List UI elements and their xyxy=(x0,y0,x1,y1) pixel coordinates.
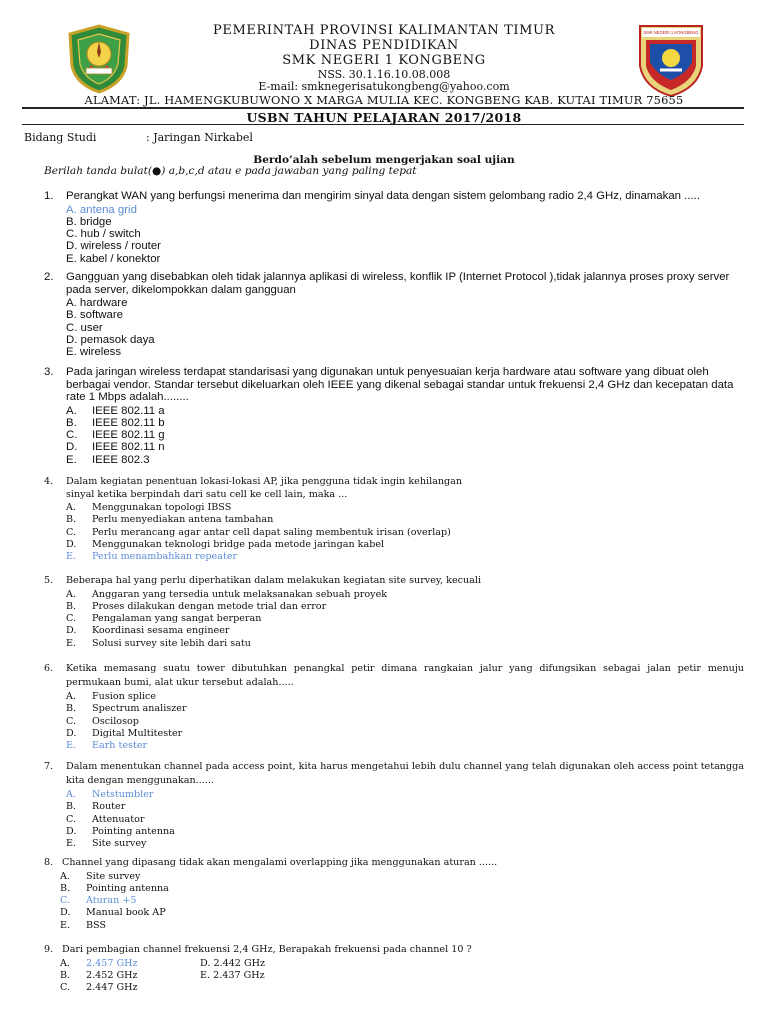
answer-option[interactable] xyxy=(66,405,744,417)
question-text: Beberapa hal yang perlu diperhatikan dalam melakukan kegiatan site survey, kecuali xyxy=(66,575,482,586)
answer-option[interactable] xyxy=(66,502,744,514)
answer-option[interactable]: C. hub / switch xyxy=(66,228,141,241)
answer-option[interactable] xyxy=(66,826,744,838)
option-letter: C. xyxy=(66,715,77,727)
question-number: 9. xyxy=(44,944,54,955)
answer-option[interactable] xyxy=(66,838,744,850)
answer-option[interactable]: A. hardware xyxy=(66,297,128,309)
option-text: Site survey xyxy=(92,838,147,850)
option-text: Menggunakan teknologi bridge pada metode jaringan kabel xyxy=(92,538,385,550)
question-3 xyxy=(44,366,744,466)
option-letter: D. xyxy=(66,538,77,550)
option-letter: D. xyxy=(66,825,77,837)
answer-option[interactable] xyxy=(66,454,744,466)
option-text: Digital Multitester xyxy=(92,727,183,739)
option-letter: A. xyxy=(60,957,70,969)
option-letter: A. xyxy=(66,691,76,702)
option-text: Spectrum analiszer xyxy=(92,703,187,715)
question-text: Dalam kegiatan penentuan lokasi-lokasi AP, jika pengguna tidak ingin kehilangan xyxy=(66,476,463,487)
option-text: Anggaran yang tersedia untuk melaksanakan sebuah proyek xyxy=(92,588,388,600)
question-6 xyxy=(44,662,744,752)
option-letter: C. xyxy=(66,813,77,825)
option-text: 2.447 GHz xyxy=(86,982,138,994)
question-text: Ketika memasang suatu tower dibutuhkan penangkal petir dimana rangkaian jalur yang difungsikan sebagai jalan petir menuju permukaan bumi, alat ukur tersebut adalah..... xyxy=(66,663,744,688)
option-letter: A. xyxy=(66,502,76,513)
question-text: sinyal ketika berpindah dari satu cell ke cell lain, maka ... xyxy=(66,488,348,500)
answer-option[interactable]: B. software xyxy=(66,309,123,322)
option-text: Netstumbler xyxy=(92,789,154,800)
question-number: 4. xyxy=(44,476,54,487)
answer-option[interactable] xyxy=(66,441,744,453)
question-5 xyxy=(44,575,744,650)
option-letter: C. xyxy=(60,895,71,907)
answer-option[interactable] xyxy=(66,527,744,539)
answer-option[interactable]: D. wireless / router xyxy=(66,240,161,253)
question-4 xyxy=(44,476,744,563)
answer-option[interactable] xyxy=(66,589,744,601)
prayer-line: Berdo’alah sebelum mengerjakan soal ujian xyxy=(253,154,515,166)
question-number: 3. xyxy=(44,366,54,378)
header-email: E-mail: smknegerisatukongbeng@yahoo.com xyxy=(258,80,510,93)
answer-option[interactable]: E. wireless xyxy=(66,346,122,359)
option-text: IEEE 802.11 b xyxy=(92,416,165,429)
question-1 xyxy=(44,190,744,265)
option-letter: B. xyxy=(60,969,71,981)
option-letter: D. xyxy=(66,625,77,637)
question-2 xyxy=(44,271,744,358)
option-text: BSS xyxy=(86,919,107,931)
option-text: Perlu menyediakan antena tambahan xyxy=(92,514,274,526)
answer-option[interactable] xyxy=(60,970,200,982)
option-text: Router xyxy=(92,801,126,813)
answer-option[interactable] xyxy=(66,625,744,637)
option-letter: D. xyxy=(66,727,77,739)
answer-option[interactable]: D. 2.442 GHz xyxy=(200,957,266,969)
option-letter: B. xyxy=(66,801,77,813)
option-text: Perlu menambahkan repeater xyxy=(92,551,238,563)
question-number: 6. xyxy=(44,663,54,674)
header-rule-thin xyxy=(22,124,744,125)
filled-circle-icon: ● xyxy=(151,165,162,177)
option-text: Oscilosop xyxy=(92,715,139,727)
answer-option[interactable]: C. user xyxy=(66,321,103,334)
answer-option[interactable] xyxy=(66,740,744,752)
answer-option[interactable] xyxy=(60,871,744,883)
option-letter: D. xyxy=(60,907,71,919)
option-letter: B. xyxy=(66,514,77,526)
option-letter: C. xyxy=(66,429,78,442)
option-text: Earh tester xyxy=(92,740,148,752)
header-address: ALAMAT: JL. HAMENGKUBUWONO X MARGA MULIA KEC. KONGBENG KAB. KUTAI TIMUR 75655 xyxy=(84,93,684,107)
header-rule-thick xyxy=(22,107,744,109)
option-text: Fusion splice xyxy=(92,691,157,702)
answer-option[interactable]: E. kabel / konektor xyxy=(66,252,161,265)
question-number: 5. xyxy=(44,575,54,586)
answer-option[interactable] xyxy=(66,601,744,613)
instruction-line xyxy=(44,165,417,177)
answer-option[interactable] xyxy=(66,417,744,429)
answer-option[interactable] xyxy=(66,613,744,625)
option-letter: B. xyxy=(66,703,77,715)
option-text: 2.457 GHz xyxy=(86,957,138,969)
answer-option[interactable] xyxy=(60,920,744,932)
option-text: Site survey xyxy=(86,870,141,882)
option-text: Pengalaman yang sangat berperan xyxy=(92,613,262,625)
answer-option[interactable]: B. bridge xyxy=(66,215,112,228)
answer-option[interactable] xyxy=(60,958,200,970)
option-letter: B. xyxy=(60,882,71,894)
option-text: Proses dilakukan dengan metode trial dan error xyxy=(92,600,327,612)
option-text: Solusi survey site lebih dari satu xyxy=(92,637,251,649)
option-text: IEEE 802.11 a xyxy=(92,404,165,417)
option-letter: A. xyxy=(66,588,76,600)
answer-option-row xyxy=(60,970,744,982)
question-text: Perangkat WAN yang berfungsi menerima dan mengirim sinyal data dengan sistem gelombang radio 2,4 GHz, dinamakan ..... xyxy=(66,190,700,202)
subject-label: Bidang Studi xyxy=(24,131,97,144)
question-text: Dalam menentukan channel pada access point, kita harus mengetahui lebih dulu channel yang telah digunakan oleh access point tetangga kita dengan menggunakan...... xyxy=(66,761,744,786)
answer-option[interactable]: A. antena grid xyxy=(66,203,137,216)
option-text: IEEE 802.11 g xyxy=(92,429,165,442)
option-letter: D. xyxy=(66,441,78,454)
option-letter: E. xyxy=(66,838,77,850)
option-letter: B. xyxy=(66,416,77,429)
option-text: Perlu merancang agar antar cell dapat saling membentuk irisan (overlap) xyxy=(92,526,451,538)
question-text: Dari pembagian channel frekuensi 2,4 GHz, Berapakah frekuensi pada channel 10 ? xyxy=(62,944,472,955)
option-letter: C. xyxy=(66,526,77,538)
question-number: 8. xyxy=(44,857,54,868)
answer-option[interactable] xyxy=(66,801,744,813)
instruction-prefix: Berilah tanda bulat( xyxy=(44,165,152,177)
option-letter: A. xyxy=(66,404,77,417)
answer-option[interactable]: E. 2.437 GHz xyxy=(200,969,265,981)
option-letter: E. xyxy=(66,551,77,563)
header-nss: NSS. 30.1.16.10.08.008 xyxy=(317,68,451,81)
answer-option[interactable] xyxy=(66,638,744,650)
option-text: Manual book AP xyxy=(86,907,166,919)
option-letter: E. xyxy=(66,637,77,649)
question-text: Pada jaringan wireless terdapat standarisasi yang digunakan untuk penyesuaian kerja hardware atau software yang dibuat oleh berbagai vendor. Standar tersebut dikeluarkan oleh IEEE yang dikenal sebagai standar untuk frekuensi 2,4 GHz dan kecepatan data rate 1 Mbps adalah........ xyxy=(66,366,734,403)
answer-option[interactable]: D. pemasok daya xyxy=(66,333,155,346)
answer-option[interactable] xyxy=(66,814,744,826)
answer-option[interactable] xyxy=(66,703,744,715)
question-number: 7. xyxy=(44,761,54,772)
option-text: Menggunakan topologi IBSS xyxy=(92,502,232,513)
option-text: Pointing antenna xyxy=(92,825,175,837)
option-letter: A. xyxy=(60,870,70,882)
option-letter: C. xyxy=(60,982,71,994)
answer-option[interactable] xyxy=(66,551,744,563)
answer-option[interactable] xyxy=(60,883,744,895)
answer-option[interactable] xyxy=(60,895,744,907)
answer-option[interactable] xyxy=(66,539,744,551)
question-7 xyxy=(44,760,744,850)
option-letter: E. xyxy=(60,919,71,931)
option-text: IEEE 802.11 n xyxy=(92,441,165,454)
option-text: Pointing antenna xyxy=(86,882,169,894)
answer-option[interactable] xyxy=(60,982,200,994)
option-letter: E. xyxy=(66,453,77,466)
option-text: 2.452 GHz xyxy=(86,969,138,981)
option-letter: C. xyxy=(66,613,77,625)
question-number: 1. xyxy=(44,190,54,202)
option-letter: A. xyxy=(66,789,76,800)
option-text: Koordinasi sesama engineer xyxy=(92,625,230,637)
question-text: Gangguan yang disebabkan oleh tidak jalannya aplikasi di wireless, konflik IP (Internet Protocol ),tidak jalannya proses proxy server pada server, dikelompokkan dalam gangguan xyxy=(66,271,730,296)
header-government: PEMERINTAH PROVINSI KALIMANTAN TIMUR xyxy=(213,23,555,38)
option-text: Attenuator xyxy=(92,813,145,825)
question-9 xyxy=(44,944,744,994)
header-department: DINAS PENDIDIKAN xyxy=(309,38,459,53)
answer-option[interactable] xyxy=(66,728,744,740)
answer-option[interactable] xyxy=(60,907,744,919)
school-logo-text: SMK NEGERI 1 KONGBENG xyxy=(643,30,699,35)
question-8 xyxy=(44,857,744,932)
header-school-name: SMK NEGERI 1 KONGBENG xyxy=(282,53,486,68)
question-text: Channel yang dipasang tidak akan mengalami overlapping jika menggunakan aturan ...... xyxy=(62,857,498,868)
answer-option[interactable] xyxy=(66,789,744,801)
answer-option-row xyxy=(60,958,744,970)
option-letter: E. xyxy=(66,740,77,752)
instruction-suffix: ) a,b,c,d atau e pada jawaban yang paling tepat xyxy=(161,165,417,177)
answer-option[interactable] xyxy=(66,514,744,526)
question-number: 2. xyxy=(44,271,54,283)
option-text: Aturan +5 xyxy=(86,895,137,907)
option-letter: B. xyxy=(66,600,77,612)
exam-title: USBN TAHUN PELAJARAN 2017/2018 xyxy=(246,110,522,125)
answer-option[interactable] xyxy=(66,429,744,441)
answer-option[interactable] xyxy=(66,716,744,728)
option-text: IEEE 802.3 xyxy=(92,453,150,466)
subject-value: : Jaringan Nirkabel xyxy=(146,131,253,144)
answer-option[interactable] xyxy=(66,691,744,703)
answer-option-row xyxy=(60,982,744,994)
